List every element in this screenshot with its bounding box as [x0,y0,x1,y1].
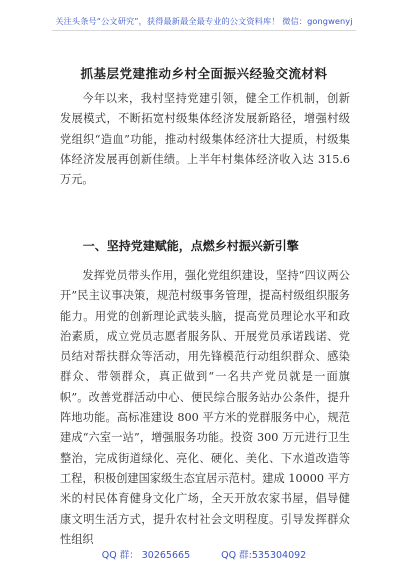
intro-paragraph: 今年以来，我村坚持党建引领，健全工作机制，创新发展模式，不断拓宽村级集体经济发展新路径，增强村级党组织“造血”功能，推动村级集体经济壮大提质，村级集体经济发展再创新佳绩。上半年村集体经济收入达 315.6 万元。 [60,92,350,187]
section-heading: 一、坚持党建赋能，点燃乡村振兴新引擎 [82,239,299,253]
header-divider [52,30,356,31]
header-note: 关注头条号“公文研究”，获得最新最全最专业的公文资料库！ 微信：gongwenyj [55,16,353,26]
document-title: 抓基层党建推动乡村全面振兴经验交流材料 [80,66,328,81]
footer [0,547,408,561]
footer-qq-group-1: QQ 群： 30265665 [101,550,191,561]
section-paragraph: 发挥党员带头作用，强化党组织建设，坚持“四议两公开”民主议事决策，规范村级事务管理，提高村级组织服务能力。用党的创新理论武装头脑，提高党员理论水平和政治素质，成立党员志愿者服务队、开展党员承诺践诺、党员结对帮扶群众等活动，用先锋模范行动组织群众、感染群众、带领群众，真正做到“一名共产党员就是一面旗帜”。改善党群活动中心、便民综合服务站办公条件，提升阵地功能。高标准建设 800 平方米的党群服务中心，规范建成“六室一站”，增强服务功能。投资 300 万元进行卫生整治，完成街道绿化、亮化、硬化、美化、下水道改造等工程，积极创建国家级生态宜居示范村。建成 10000 平方米的村民体育健身文化广场，全天开放农家书屋，倡导健康文明生活方式，提升农村社会文明程度。引导发挥群众性组织 [60,269,350,546]
footer-qq-group-2: QQ 群:535304092 [221,550,307,561]
